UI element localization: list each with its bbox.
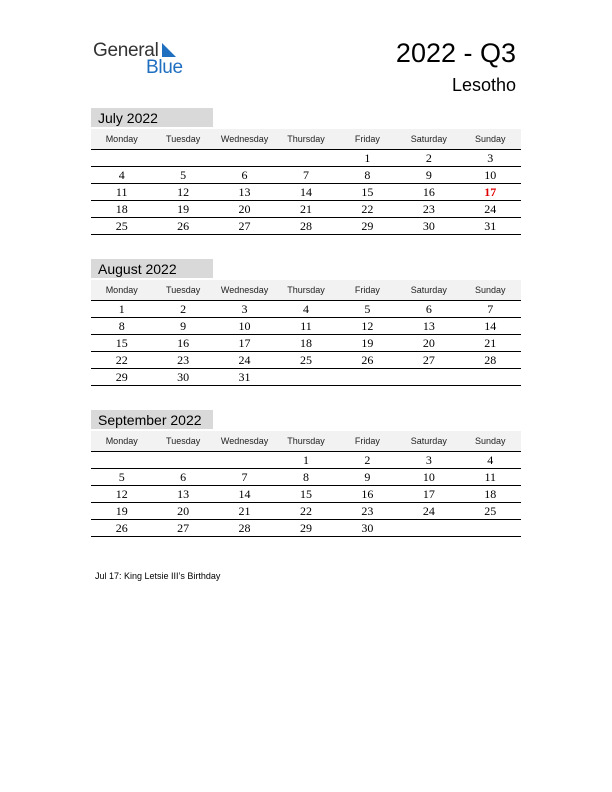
day-cell: 8 — [302, 470, 309, 484]
day-cell: 18 — [299, 336, 312, 350]
week-row — [91, 369, 521, 386]
page-title: 2022 - Q3 — [395, 38, 516, 68]
weekday-label: Monday — [105, 436, 138, 446]
day-cell: 7 — [487, 302, 494, 316]
weekday-label: Sunday — [474, 285, 506, 295]
week-row — [91, 335, 521, 352]
weekday-label: Sunday — [474, 436, 506, 446]
weekday-label: Tuesday — [166, 134, 201, 144]
day-cell: 21 — [484, 336, 497, 350]
weekday-label: Thursday — [287, 134, 325, 144]
day-cell: 24 — [484, 202, 497, 216]
logo-triangle-icon — [162, 43, 176, 57]
day-cell: 18 — [484, 487, 497, 501]
day-cell: 12 — [177, 185, 190, 199]
day-cell: 25 — [299, 353, 312, 367]
day-cell: 4 — [487, 453, 494, 467]
day-cell: 6 — [241, 168, 248, 182]
day-cell: 11 — [484, 470, 497, 484]
day-cell: 20 — [238, 202, 251, 216]
day-cell — [152, 150, 213, 166]
day-cell: 12 — [115, 487, 128, 501]
day-cell: 28 — [299, 219, 312, 233]
day-cell — [214, 452, 275, 468]
holiday-note: Jul 17: King Letsie III’s Birthday — [95, 571, 221, 581]
day-cell: 8 — [118, 319, 125, 333]
day-cell: 22 — [299, 504, 312, 518]
day-cell: 14 — [238, 487, 251, 501]
day-cell: 25 — [484, 504, 497, 518]
week-row — [91, 352, 521, 369]
day-cell — [398, 520, 459, 536]
day-cell: 20 — [422, 336, 435, 350]
weekday-label: Friday — [354, 285, 380, 295]
day-cell: 31 — [238, 370, 251, 384]
month-july — [91, 108, 521, 235]
week-row — [91, 318, 521, 335]
day-cell: 17 — [238, 336, 251, 350]
day-cell: 1 — [364, 151, 371, 165]
month-title: July 2022 — [91, 108, 213, 127]
holiday-day-cell: 17 — [484, 185, 497, 199]
day-cell: 27 — [177, 521, 190, 535]
day-cell: 3 — [241, 302, 248, 316]
day-cell: 21 — [299, 202, 312, 216]
day-cell: 10 — [484, 168, 497, 182]
day-cell — [214, 150, 275, 166]
day-cell — [337, 369, 398, 385]
week-row — [91, 452, 521, 469]
weekday-label: Tuesday — [166, 285, 201, 295]
weekday-label: Tuesday — [166, 436, 201, 446]
holiday-notes — [95, 571, 220, 581]
week-row — [91, 486, 521, 503]
weekday-header-row — [91, 129, 521, 150]
day-cell: 9 — [425, 168, 432, 182]
day-cell: 5 — [180, 168, 187, 182]
day-cell: 22 — [115, 353, 128, 367]
day-cell: 26 — [115, 521, 128, 535]
day-cell: 13 — [177, 487, 190, 501]
day-cell: 4 — [118, 168, 125, 182]
day-cell: 17 — [422, 487, 435, 501]
day-cell: 30 — [177, 370, 190, 384]
day-cell: 27 — [422, 353, 435, 367]
day-cell: 2 — [180, 302, 187, 316]
day-cell: 1 — [302, 453, 309, 467]
logo-text-blue: Blue — [146, 57, 183, 78]
day-cell: 15 — [299, 487, 312, 501]
day-cell: 26 — [177, 219, 190, 233]
day-cell: 23 — [177, 353, 190, 367]
month-title: August 2022 — [91, 259, 213, 278]
day-cell: 14 — [484, 319, 497, 333]
week-row — [91, 469, 521, 486]
weekday-label: Saturday — [410, 436, 447, 446]
weekday-label: Monday — [105, 285, 138, 295]
day-cell: 13 — [422, 319, 435, 333]
day-cell: 29 — [361, 219, 374, 233]
day-cell: 20 — [177, 504, 190, 518]
week-row — [91, 503, 521, 520]
day-cell: 11 — [300, 319, 312, 333]
day-cell: 14 — [299, 185, 312, 199]
day-cell: 19 — [361, 336, 374, 350]
day-cell: 23 — [361, 504, 374, 518]
day-cell: 9 — [364, 470, 371, 484]
day-cell: 26 — [361, 353, 374, 367]
day-cell: 12 — [361, 319, 374, 333]
week-row — [91, 184, 521, 201]
day-cell — [91, 452, 152, 468]
day-cell — [460, 369, 521, 385]
weekday-label: Friday — [354, 134, 380, 144]
country-name: Lesotho — [451, 75, 516, 95]
weekday-label: Thursday — [287, 436, 325, 446]
day-cell: 8 — [364, 168, 371, 182]
day-cell: 10 — [238, 319, 251, 333]
day-cell: 19 — [115, 504, 128, 518]
day-cell: 6 — [425, 302, 432, 316]
day-cell: 25 — [115, 219, 128, 233]
day-cell: 16 — [361, 487, 374, 501]
day-cell: 3 — [425, 453, 432, 467]
day-cell: 30 — [361, 521, 374, 535]
day-cell — [460, 520, 521, 536]
day-cell: 9 — [180, 319, 187, 333]
day-cell: 2 — [425, 151, 432, 165]
day-cell: 3 — [487, 151, 494, 165]
weekday-label: Saturday — [410, 285, 447, 295]
weekday-label: Wednesday — [220, 436, 269, 446]
day-cell: 31 — [484, 219, 497, 233]
day-cell: 5 — [118, 470, 125, 484]
day-cell: 30 — [422, 219, 435, 233]
weekday-label: Thursday — [287, 285, 325, 295]
day-cell — [275, 150, 336, 166]
day-cell: 16 — [422, 185, 435, 199]
generalblue-logo — [93, 40, 193, 80]
day-cell: 28 — [484, 353, 497, 367]
day-cell: 2 — [364, 453, 371, 467]
day-cell: 19 — [177, 202, 190, 216]
day-cell: 29 — [299, 521, 312, 535]
day-cell: 21 — [238, 504, 251, 518]
day-cell: 5 — [364, 302, 371, 316]
day-cell: 7 — [241, 470, 248, 484]
day-cell: 6 — [180, 470, 187, 484]
day-cell: 22 — [361, 202, 374, 216]
day-cell: 18 — [115, 202, 128, 216]
day-cell: 10 — [422, 470, 435, 484]
day-cell: 15 — [361, 185, 374, 199]
day-cell: 11 — [115, 185, 128, 199]
day-cell: 24 — [238, 353, 251, 367]
weekday-label: Saturday — [410, 134, 447, 144]
day-cell: 7 — [302, 168, 309, 182]
weekday-label: Sunday — [474, 134, 506, 144]
weekday-header-row — [91, 280, 521, 301]
day-cell: 28 — [238, 521, 251, 535]
day-cell: 27 — [238, 219, 251, 233]
week-row — [91, 201, 521, 218]
logo-text-general: General — [93, 40, 159, 61]
week-row — [91, 301, 521, 318]
month-title: September 2022 — [91, 410, 213, 429]
day-cell — [152, 452, 213, 468]
day-cell: 23 — [422, 202, 435, 216]
day-cell: 1 — [118, 302, 125, 316]
week-row — [91, 218, 521, 235]
day-cell — [275, 369, 336, 385]
weekday-label: Wednesday — [220, 285, 269, 295]
month-september — [91, 410, 521, 537]
day-cell: 4 — [302, 302, 309, 316]
weekday-header-row — [91, 431, 521, 452]
day-cell — [91, 150, 152, 166]
day-cell: 24 — [422, 504, 435, 518]
weekday-label: Friday — [354, 436, 380, 446]
day-cell: 15 — [115, 336, 128, 350]
day-cell — [398, 369, 459, 385]
day-cell: 29 — [115, 370, 128, 384]
day-cell: 13 — [238, 185, 251, 199]
day-cell: 16 — [177, 336, 190, 350]
month-august — [91, 259, 521, 386]
weekday-label: Wednesday — [220, 134, 269, 144]
week-row — [91, 167, 521, 184]
week-row — [91, 520, 521, 537]
week-row — [91, 150, 521, 167]
weekday-label: Monday — [105, 134, 138, 144]
